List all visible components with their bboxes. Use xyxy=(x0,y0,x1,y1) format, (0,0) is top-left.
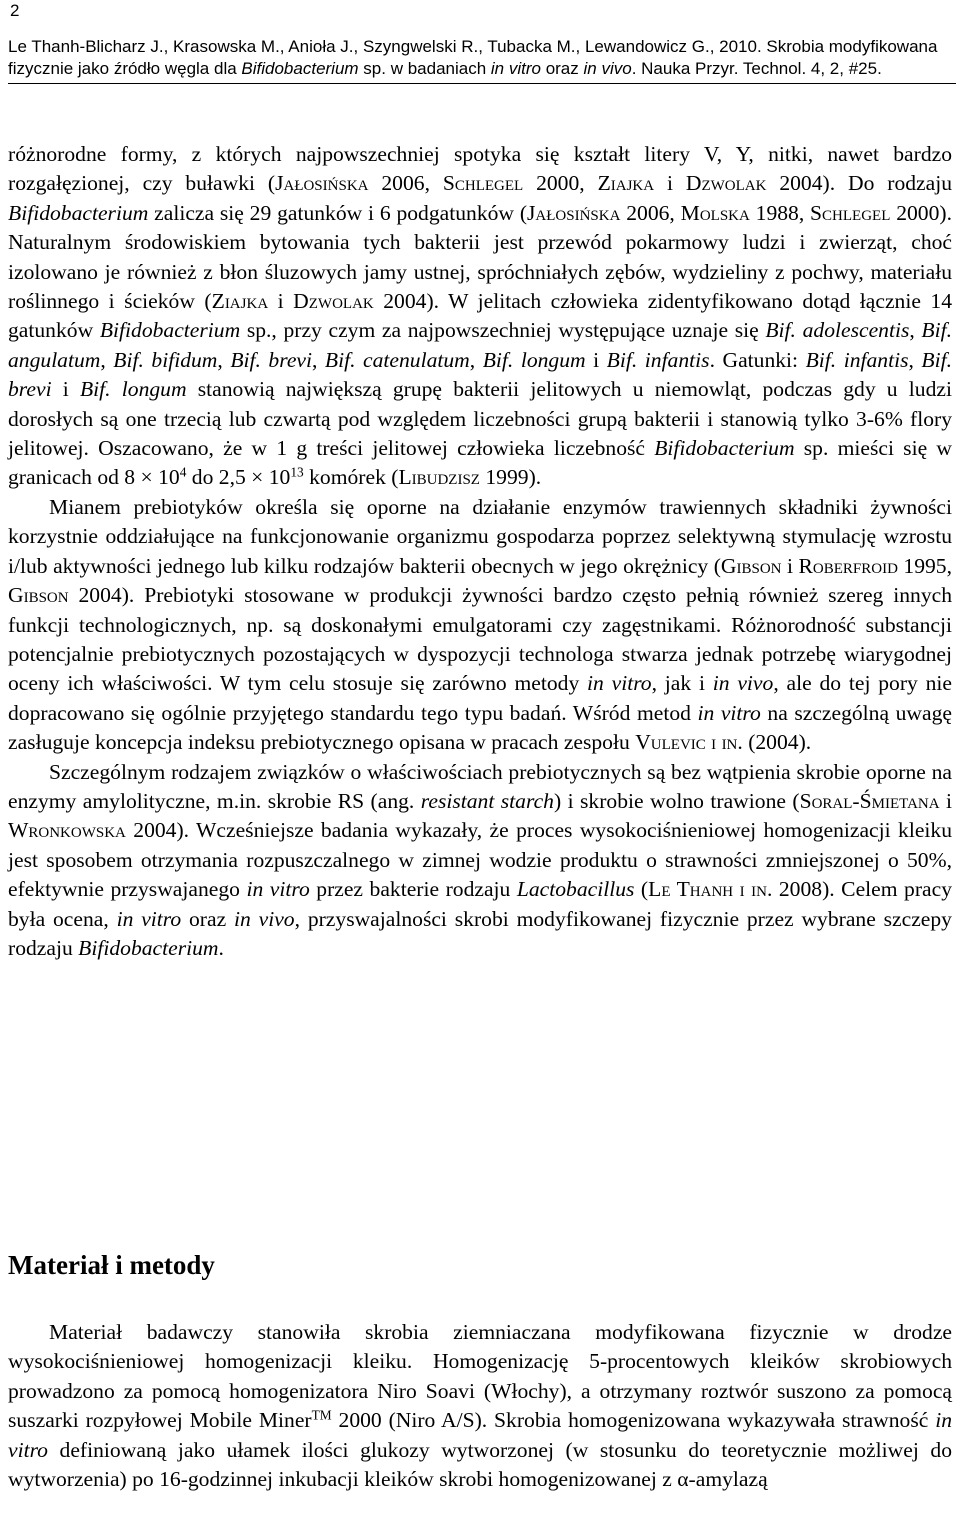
paragraph-2: Mianem prebiotyków określa się oporne na działanie enzymów trawiennych składniki żywności korzystnie oddziałujące na funkcjonowanie organizmu gospodarza poprzez selektywną stymulację wzrostu i/lub aktywności jednego lub kilku rodzajów bakterii obecnych w jego okrężnicy (Gibson i Roberfroid 1995, Gibson 2004). Prebiotyki stosowane w produkcji żywności bardzo często pełnią również szereg innych funkcji technologicznych, np. są doskonałymi emulgatorami czy zagęstnikami. Różnorodność substancji potencjalnie prebiotycznych pozostających w dyspozycji technologa stwarza jednak potrzebę wiarygodnej oceny ich właściwości. W tym celu stosuje się zarówno metody in vitro, jak i in vivo, ale do tej pory nie dopracowano się ogólnie przyjętego standardu tego typu badań. Wśród metod in vitro na szczególną uwagę zasługuje koncepcja indeksu prebiotycznego opisana w pracach zespołu Vulevic i in. (2004). xyxy=(8,494,953,755)
body-text xyxy=(8,140,952,963)
section-heading: Materiał i metody xyxy=(8,1250,215,1280)
page-number: 2 xyxy=(10,1,20,20)
section-body xyxy=(8,1318,952,1494)
running-header: Le Thanh-Blicharz J., Krasowska M., Anioła J., Szyngwelski R., Tubacka M., Lewandowicz G., 2010. Skrobia modyfikowana fizycznie jako źródło węgla dla Bifidobacterium sp. w badaniach in vitro oraz in vivo. Nauka Przyr. Technol. 4, 2, #25. xyxy=(8,36,956,84)
paragraph-3: Szczególnym rodzajem związków o właściwościach prebiotycznych są bez wątpienia skrobie oporne na enzymy amylolityczne, m.in. skrobie RS (ang. resistant starch) i skrobie wolno trawione (Soral-Śmietana i Wronkowska 2004). Wcześniejsze badania wykazały, że proces wysokociśnieniowej homogenizacji kleiku jest sposobem otrzymania rozpuszczalnego w zimnej wodzie produktu o strawności zmniejszonej o 50%, efektywnie przyswajanego in vitro przez bakterie rodzaju Lactobacillus (Le Thanh i in. 2008). Celem pracy była ocena, in vitro oraz in vivo, przyswajalności skrobi modyfikowanej fizycznie przez wybrane szczepy rodzaju Bifidobacterium. xyxy=(8,759,953,960)
section-paragraph: Materiał badawczy stanowiła skrobia ziemniaczana modyfikowana fizycznie w drodze wysokociśnieniowej homogenizacji kleiku. Homogenizację 5-procentowych kleików skrobiowych prowadzono za pomocą homogenizatora Niro Soavi (Włochy), a otrzymany roztwór suszono za pomocą suszarki rozpyłowej Mobile Miner™ 2000 (Niro A/S). Skrobia homogenizowana wykazywała strawność in vitro definiowaną jako ułamek ilości glukozy wytworzonej (w stosunku do teoretycznie możliwej do wytworzenia) po 16-godzinnej inkubacji kleików skrobi homogenizowanej z α-amylazą xyxy=(8,1320,952,1492)
paragraph-1: różnorodne formy, z których najpowszechniej spotyka się kształt litery V, Y, nitki, nawet bardzo rozgałęzionej, czy buławki (Jałosińska 2006, Schlegel 2000, Ziajka i Dzwolak 2004). Do rodzaju Bifidobacterium zalicza się 29 gatunków i 6 podgatunków (Jałosińska 2006, Molska 1988, Schlegel 2000). Naturalnym środowiskiem bytowania tych bakterii jest przewód pokarmowy ludzi i zwierząt, choć izolowano je również z błon śluzowych jamy ustnej, spróchniałych zębów, wydzieliny z pochwy, materiału roślinnego i ścieków (Ziajka i Dzwolak 2004). W jelitach człowieka zidentyfikowano dotąd łącznie 14 gatunków Bifidobacterium sp., przy czym za najpowszechniej występujące uznaje się Bif. adolescentis, Bif. angulatum, Bif. bifidum, Bif. brevi, Bif. catenulatum, Bif. longum i Bif. infantis. Gatunki: Bif. infantis, Bif. brevi i Bif. longum stanowią największą grupę bakterii jelitowych u niemowląt, podczas gdy u ludzi dorosłych są one trzecią lub czwartą pod względem liczebności grupą bakterii i stanowią tylko 3-6% flory jelitowej. Oszacowano, że w 1 g treści jelitowej człowieka liczebność Bifidobacterium sp. mieści się w granicach od $8 \times 10^4$ do $2,5 \times 10^{13}$ komórek (Libudzisz 1999). xyxy=(8,142,953,490)
